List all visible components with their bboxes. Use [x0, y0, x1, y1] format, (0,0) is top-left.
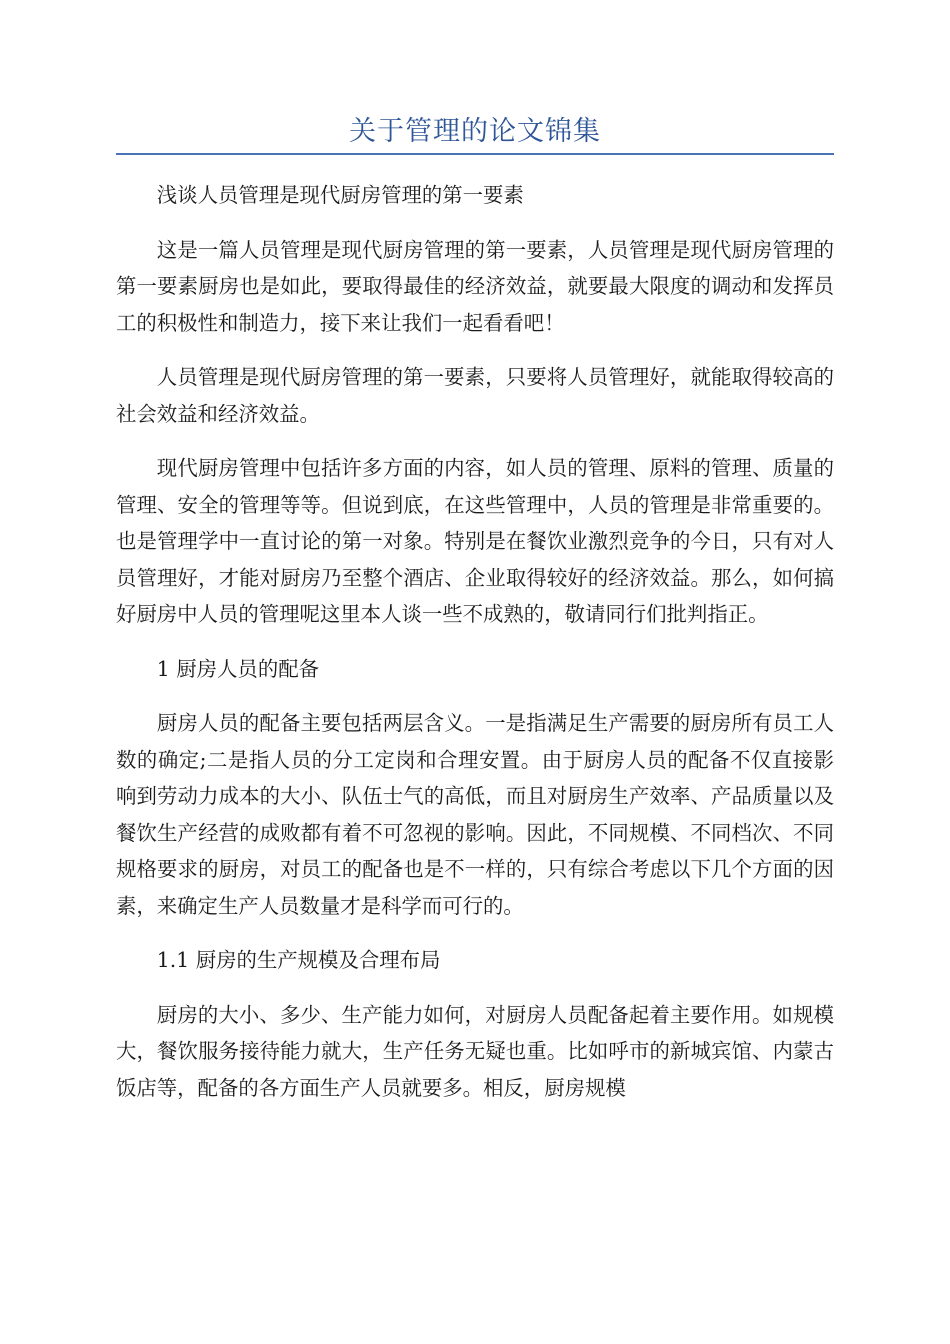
document-page — [116, 112, 834, 1106]
article-heading: 浅谈人员管理是现代厨房管理的第一要素 — [156, 183, 524, 207]
paragraph-intro: 这是一篇人员管理是现代厨房管理的第一要素，人员管理是现代厨房管理的第一要素厨房也是如此，要取得最佳的经济效益，就要最大限度的调动和发挥员工的积极性和制造力，接下来让我们一起看看吧！ — [116, 237, 834, 335]
document-title: 关于管理的论文锦集 — [349, 116, 601, 147]
paragraph-summary: 人员管理是现代厨房管理的第一要素，只要将人员管理好，就能取得较高的社会效益和经济效益。 — [116, 365, 834, 426]
title-underline — [116, 153, 834, 155]
paragraph-staffing: 厨房人员的配备主要包括两层含义。一是指满足生产需要的厨房所有员工人数的确定;二是指人员的分工定岗和合理安置。由于厨房人员的配备不仅直接影响到劳动力成本的大小、队伍士气的高低，而且对厨房生产效率、产品质量以及餐饮生产经营的成败都有着不可忽视的影响。因此，不同规模、不同档次、不同规格要求的厨房，对员工的配备也是不一样的，只有综合考虑以下几个方面的因素，来确定生产人员数量才是科学而可行的。 — [116, 711, 834, 918]
paragraph-overview: 现代厨房管理中包括许多方面的内容，如人员的管理、原料的管理、质量的管理、安全的管理等等。但说到底，在这些管理中，人员的管理是非常重要的。也是管理学中一直讨论的第一对象。特别是在餐饮业激烈竞争的今日，只有对人员管理好，才能对厨房乃至整个酒店、企业取得较好的经济效益。那么，如何搞好厨房中人员的管理呢这里本人谈一些不成熟的，敬请同行们批判指正。 — [116, 456, 834, 626]
section-heading-1: 1 厨房人员的配备 — [156, 656, 319, 681]
paragraph-scale: 厨房的大小、多少、生产能力如何，对厨房人员配备起着主要作用。如规模大，餐饮服务接待能力就大，生产任务无疑也重。比如呼市的新城宾馆、内蒙古饭店等，配备的各方面生产人员就要多。相反，厨房规模 — [116, 1002, 834, 1100]
section-heading-1-1: 1.1 厨房的生产规模及合理布局 — [156, 948, 441, 972]
